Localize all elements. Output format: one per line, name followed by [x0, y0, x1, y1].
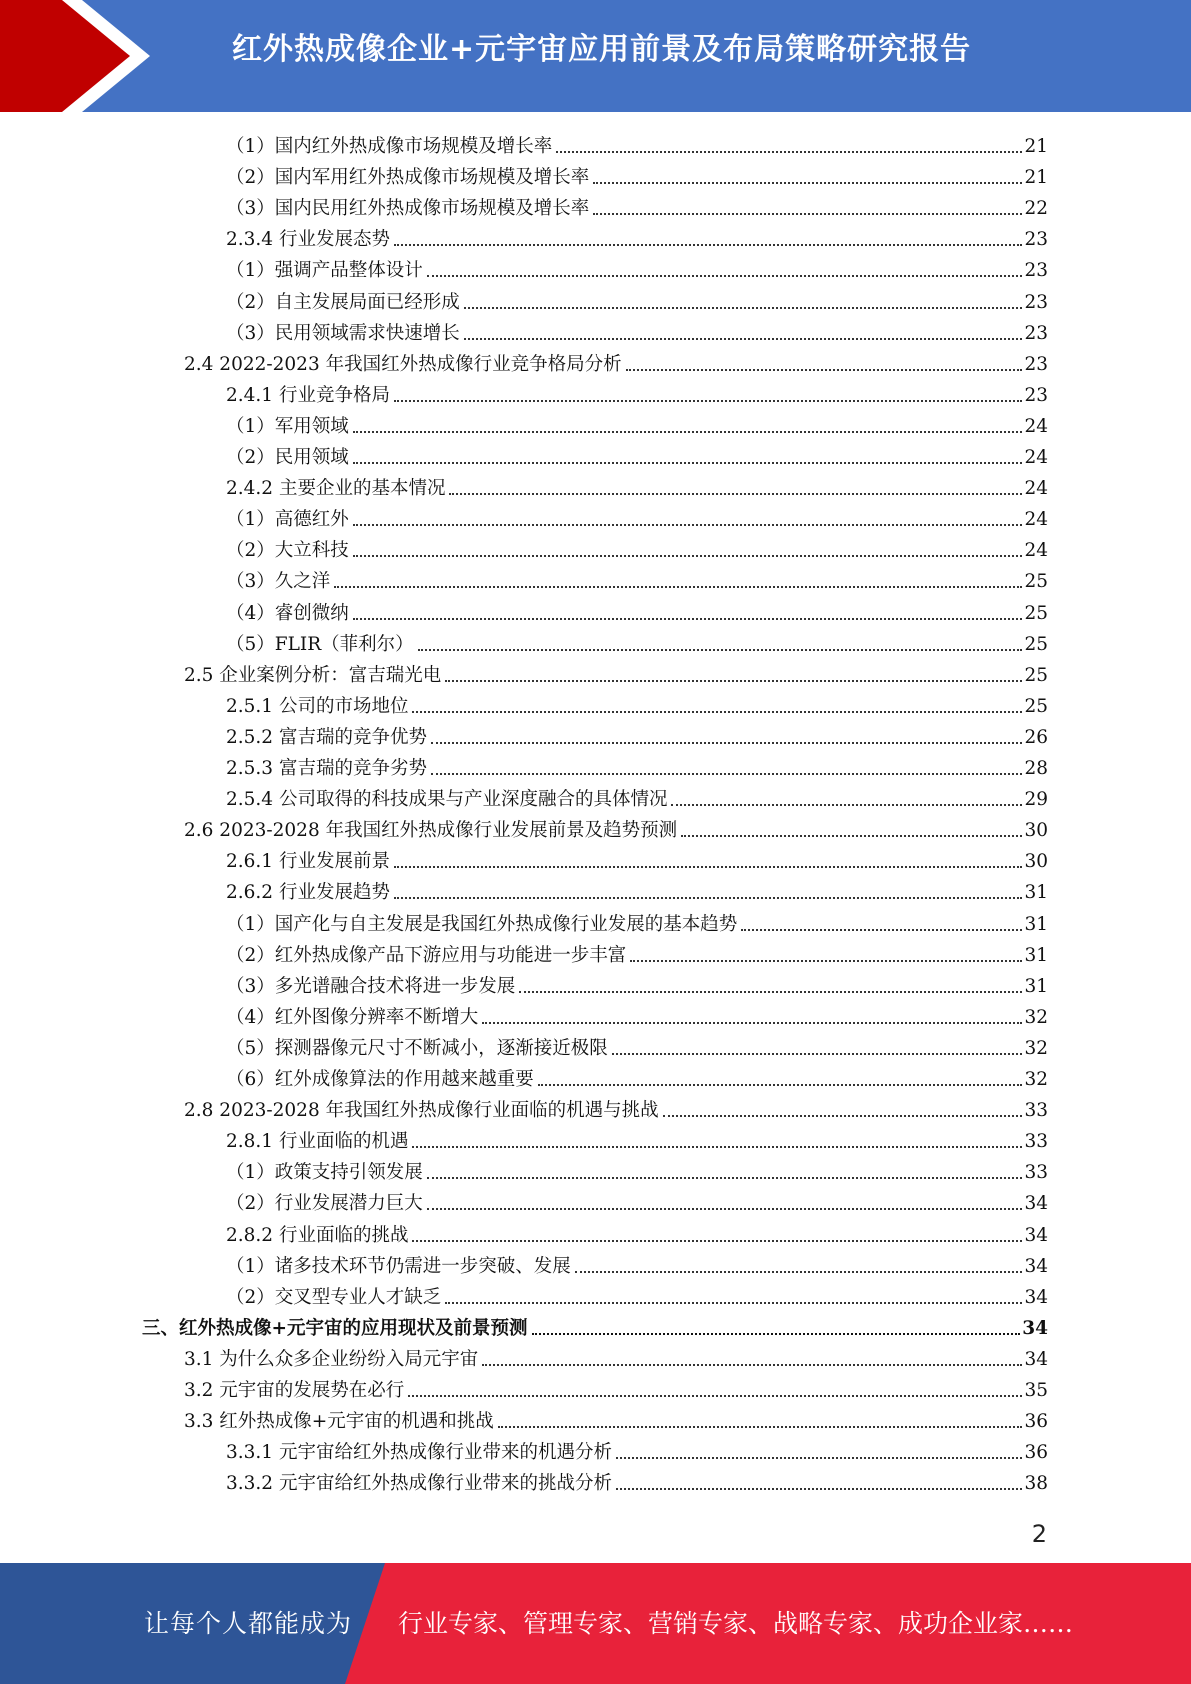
- toc-dot-leader: [427, 1208, 1023, 1210]
- toc-entry[interactable]: [226, 936, 1048, 967]
- toc-entry-title: （4）红外图像分辨率不断增大: [226, 1006, 479, 1028]
- toc-entry-title: （3）民用领域需求快速增长: [226, 322, 460, 344]
- toc-entry-page: 38: [1024, 1473, 1048, 1495]
- toc-entry-title: （1）强调产品整体设计: [226, 260, 423, 282]
- toc-entry-title: 三、红外热成像+元宇宙的应用现状及前景预测: [142, 1317, 528, 1339]
- toc-dot-leader: [353, 555, 1023, 557]
- toc-dot-leader: [556, 151, 1022, 153]
- toc-dot-leader: [394, 244, 1022, 246]
- toc-dot-leader: [626, 369, 1023, 371]
- toc-dot-leader: [671, 804, 1022, 806]
- toc-entry-page: 23: [1024, 260, 1048, 282]
- toc-entry[interactable]: [226, 873, 1048, 904]
- toc-entry-title: 2.6.1 行业发展前景: [226, 851, 390, 873]
- toc-entry-title: （3）久之洋: [226, 571, 331, 593]
- toc-dot-leader: [412, 1240, 1022, 1242]
- toc-dot-leader: [394, 400, 1022, 402]
- toc-dot-leader: [445, 1302, 1022, 1304]
- toc-dot-leader: [418, 649, 1023, 651]
- toc-entry-title: （2）国内军用红外热成像市场规模及增长率: [226, 167, 590, 189]
- toc-entry[interactable]: [184, 811, 1048, 842]
- toc-dot-leader: [482, 1022, 1022, 1024]
- toc-entry-title: 2.5.4 公司取得的科技成果与产业深度融合的具体情况: [226, 789, 668, 811]
- toc-entry[interactable]: [184, 656, 1048, 687]
- toc-entry-page: 33: [1024, 1162, 1048, 1184]
- toc-entry[interactable]: [226, 1184, 1048, 1215]
- toc-entry-page: 32: [1024, 1006, 1048, 1028]
- toc-entry-page: 21: [1024, 136, 1048, 157]
- toc-entry-title: （2）大立科技: [226, 540, 349, 562]
- page-number: 2: [1031, 1520, 1047, 1548]
- toc-entry-page: 23: [1024, 384, 1048, 406]
- report-title: 红外热成像企业+元宇宙应用前景及布局策略研究报告: [232, 32, 972, 67]
- toc-dot-leader: [353, 524, 1023, 526]
- toc-entry-title: （1）政策支持引领发展: [226, 1162, 423, 1184]
- toc-entry-title: （1）高德红外: [226, 509, 349, 531]
- toc-entry[interactable]: [226, 625, 1048, 656]
- toc-entry-title: 2.8.1 行业面临的机遇: [226, 1131, 409, 1153]
- toc-dot-leader: [353, 431, 1023, 433]
- toc-entry[interactable]: [226, 1247, 1048, 1278]
- toc-entry-title: （2）交叉型专业人才缺乏: [226, 1286, 442, 1308]
- toc-entry-title: （2）行业发展潜力巨大: [226, 1193, 423, 1215]
- toc-dot-leader: [464, 338, 1023, 340]
- toc-entry-page: 25: [1024, 695, 1048, 717]
- toc-entry-title: 3.3.2 元宇宙给红外热成像行业带来的挑战分析: [226, 1473, 612, 1495]
- toc-entry-title: 2.4.1 行业竞争格局: [226, 384, 390, 406]
- toc-entry-page: 31: [1024, 975, 1048, 997]
- toc-entry[interactable]: [226, 1122, 1048, 1153]
- toc-dot-leader: [431, 773, 1022, 775]
- toc-entry-page: 25: [1024, 664, 1048, 686]
- toc-entry-page: 23: [1024, 322, 1048, 344]
- toc-dot-leader: [741, 929, 1022, 931]
- toc-entry-page: 34: [1022, 1317, 1048, 1339]
- toc-entry[interactable]: [226, 376, 1048, 407]
- toc-entry[interactable]: [226, 469, 1048, 500]
- toc-entry[interactable]: [226, 1278, 1048, 1309]
- toc-entry[interactable]: [226, 314, 1048, 345]
- toc-entry-page: 32: [1024, 1037, 1048, 1059]
- toc-entry[interactable]: [226, 594, 1048, 625]
- toc-entry[interactable]: [226, 780, 1048, 811]
- toc-dot-leader: [431, 742, 1022, 744]
- toc-entry[interactable]: [226, 1153, 1048, 1184]
- toc-entry-title: 2.5.3 富吉瑞的竞争劣势: [226, 758, 427, 779]
- toc-entry[interactable]: [184, 345, 1048, 376]
- toc-dot-leader: [612, 1053, 1023, 1055]
- toc-dot-leader: [498, 1426, 1023, 1428]
- toc-entry[interactable]: [184, 1402, 1048, 1433]
- toc-entry[interactable]: [226, 967, 1048, 998]
- toc-entry-page: 29: [1024, 789, 1048, 811]
- toc-entry[interactable]: [226, 500, 1048, 531]
- toc-entry-page: 23: [1024, 291, 1048, 313]
- toc-entry[interactable]: [226, 1216, 1048, 1247]
- toc-entry-title: （2）民用领域: [226, 447, 349, 468]
- toc-entry-page: 36: [1024, 1442, 1048, 1464]
- toc-entry[interactable]: [226, 905, 1048, 936]
- toc-entry[interactable]: [226, 158, 1048, 189]
- toc-dot-leader: [482, 1364, 1022, 1366]
- toc-entry[interactable]: [226, 531, 1048, 562]
- toc-entry-page: 30: [1024, 851, 1048, 873]
- toc-dot-leader: [616, 1457, 1022, 1459]
- toc-entry-title: 2.4 2022-2023 年我国红外热成像行业竞争格局分析: [184, 353, 622, 375]
- toc-entry-title: 3.3.1 元宇宙给红外热成像行业带来的机遇分析: [226, 1442, 612, 1464]
- toc-dot-leader: [394, 897, 1022, 899]
- toc-entry-page: 35: [1024, 1380, 1048, 1401]
- toc-entry-page: 24: [1024, 478, 1048, 500]
- toc-entry[interactable]: [226, 1060, 1048, 1091]
- toc-dot-leader: [593, 182, 1022, 184]
- toc-entry[interactable]: [226, 842, 1048, 873]
- toc-entry[interactable]: [184, 1340, 1048, 1371]
- toc-entry-title: （1）军用领域: [226, 415, 349, 437]
- toc-entry-title: （2）红外热成像产品下游应用与功能进一步丰富: [226, 944, 627, 966]
- toc-entry-page: 24: [1024, 447, 1048, 468]
- toc-entry-title: （1）国内红外热成像市场规模及增长率: [226, 136, 553, 157]
- toc-entry-page: 34: [1024, 1224, 1048, 1246]
- toc-dot-leader: [532, 1333, 1021, 1335]
- toc-dot-leader: [445, 680, 1022, 682]
- toc-entry-page: 32: [1024, 1069, 1048, 1090]
- toc-entry-title: 2.8 2023-2028 年我国红外热成像行业面临的机遇与挑战: [184, 1100, 659, 1122]
- toc-entry[interactable]: [226, 127, 1048, 158]
- toc-entry-title: 2.5.2 富吉瑞的竞争优势: [226, 726, 427, 748]
- toc-entry[interactable]: [226, 718, 1048, 749]
- toc-entry-page: 34: [1024, 1193, 1048, 1215]
- toc-dot-leader: [681, 835, 1022, 837]
- toc-entry[interactable]: [226, 562, 1048, 593]
- page-header: [0, 0, 1191, 112]
- toc-entry-page: 23: [1024, 229, 1048, 251]
- footer-slogan-left: 让每个人都能成为: [144, 1609, 353, 1638]
- toc-dot-leader: [449, 493, 1022, 495]
- toc-entry-page: 25: [1024, 571, 1048, 593]
- toc-entry[interactable]: [142, 1309, 1048, 1340]
- toc-entry-page: 34: [1024, 1255, 1048, 1277]
- toc-entry-title: 3.3 红外热成像+元宇宙的机遇和挑战: [184, 1411, 494, 1433]
- toc-dot-leader: [353, 618, 1023, 620]
- toc-dot-leader: [408, 1395, 1022, 1397]
- toc-entry-title: 3.2 元宇宙的发展势在必行: [184, 1380, 405, 1401]
- toc-entry[interactable]: [226, 220, 1048, 251]
- toc-entry-page: 31: [1024, 882, 1048, 904]
- toc-entry-title: （3）国内民用红外热成像市场规模及增长率: [226, 198, 590, 220]
- toc-dot-leader: [464, 307, 1023, 309]
- toc-entry[interactable]: [226, 283, 1048, 314]
- toc-entry[interactable]: [226, 1464, 1048, 1495]
- toc-entry-page: 36: [1024, 1411, 1048, 1433]
- page-footer: [0, 1563, 1191, 1684]
- toc-dot-leader: [412, 1146, 1022, 1148]
- toc-entry-page: 21: [1024, 167, 1048, 189]
- footer-slogan-right: 行业专家、管理专家、营销专家、战略专家、成功企业家……: [398, 1609, 1074, 1638]
- toc-entry-page: 33: [1024, 1131, 1048, 1153]
- toc-entry[interactable]: [226, 407, 1048, 438]
- toc-dot-leader: [630, 960, 1022, 962]
- toc-entry[interactable]: [226, 189, 1048, 220]
- toc-entry[interactable]: [226, 749, 1048, 780]
- toc-entry-page: 24: [1024, 509, 1048, 531]
- toc-dot-leader: [394, 866, 1022, 868]
- toc-entry-title: 2.8.2 行业面临的挑战: [226, 1224, 409, 1246]
- toc-entry-page: 23: [1024, 353, 1048, 375]
- toc-entry-page: 31: [1024, 944, 1048, 966]
- toc-entry-title: 2.3.4 行业发展态势: [226, 229, 390, 251]
- toc-entry[interactable]: [226, 1029, 1048, 1060]
- toc-entry-title: 2.6 2023-2028 年我国红外热成像行业发展前景及趋势预测: [184, 820, 678, 842]
- toc-entry[interactable]: [226, 687, 1048, 718]
- toc-entry-title: 2.4.2 主要企业的基本情况: [226, 478, 446, 500]
- toc-dot-leader: [353, 462, 1023, 464]
- toc-entry-title: 3.1 为什么众多企业纷纷入局元宇宙: [184, 1348, 479, 1370]
- toc-entry-page: 24: [1024, 415, 1048, 437]
- toc-dot-leader: [427, 275, 1023, 277]
- toc-entry-title: （1）国产化与自主发展是我国红外热成像行业发展的基本趋势: [226, 913, 738, 935]
- toc-entry-page: 28: [1024, 758, 1048, 779]
- toc-entry-title: （1）诸多技术环节仍需进一步突破、发展: [226, 1255, 571, 1277]
- toc-entry-page: 34: [1024, 1348, 1048, 1370]
- toc-entry[interactable]: [184, 1091, 1048, 1122]
- toc-entry[interactable]: [226, 251, 1048, 282]
- toc-dot-leader: [412, 711, 1022, 713]
- toc-dot-leader: [593, 213, 1022, 215]
- toc-entry-title: 2.5 企业案例分析：富吉瑞光电: [184, 664, 442, 686]
- toc-entry[interactable]: [226, 998, 1048, 1029]
- toc-entry-title: （5）FLIR（菲利尔）: [226, 633, 414, 655]
- toc-entry-title: （3）多光谱融合技术将进一步发展: [226, 975, 516, 997]
- toc-entry-title: （5）探测器像元尺寸不断减小，逐渐接近极限: [226, 1037, 608, 1059]
- toc-entry-title: （4）睿创微纳: [226, 602, 349, 624]
- toc-entry-title: （2）自主发展局面已经形成: [226, 291, 460, 313]
- toc-entry-page: 34: [1024, 1286, 1048, 1308]
- toc-dot-leader: [616, 1488, 1022, 1490]
- toc-entry-page: 25: [1024, 602, 1048, 624]
- toc-entry[interactable]: [184, 1371, 1048, 1402]
- toc-entry-title: 2.6.2 行业发展趋势: [226, 882, 390, 904]
- toc-entry[interactable]: [226, 438, 1048, 469]
- toc-entry-title: （6）红外成像算法的作用越来越重要: [226, 1069, 534, 1090]
- toc-entry-page: 22: [1024, 198, 1048, 220]
- toc-dot-leader: [427, 1177, 1023, 1179]
- toc-dot-leader: [575, 1271, 1023, 1273]
- toc-dot-leader: [334, 586, 1022, 588]
- toc-entry-page: 33: [1024, 1100, 1048, 1122]
- toc-entry-page: 30: [1024, 820, 1048, 842]
- toc-dot-leader: [663, 1115, 1023, 1117]
- toc-entry-title: 2.5.1 公司的市场地位: [226, 695, 409, 717]
- toc-entry-page: 25: [1024, 633, 1048, 655]
- toc-entry-page: 24: [1024, 540, 1048, 562]
- toc-dot-leader: [538, 1084, 1023, 1086]
- toc-dot-leader: [519, 991, 1022, 993]
- toc-entry-page: 26: [1024, 726, 1048, 748]
- toc-entry[interactable]: [226, 1433, 1048, 1464]
- toc-entry-page: 31: [1024, 913, 1048, 935]
